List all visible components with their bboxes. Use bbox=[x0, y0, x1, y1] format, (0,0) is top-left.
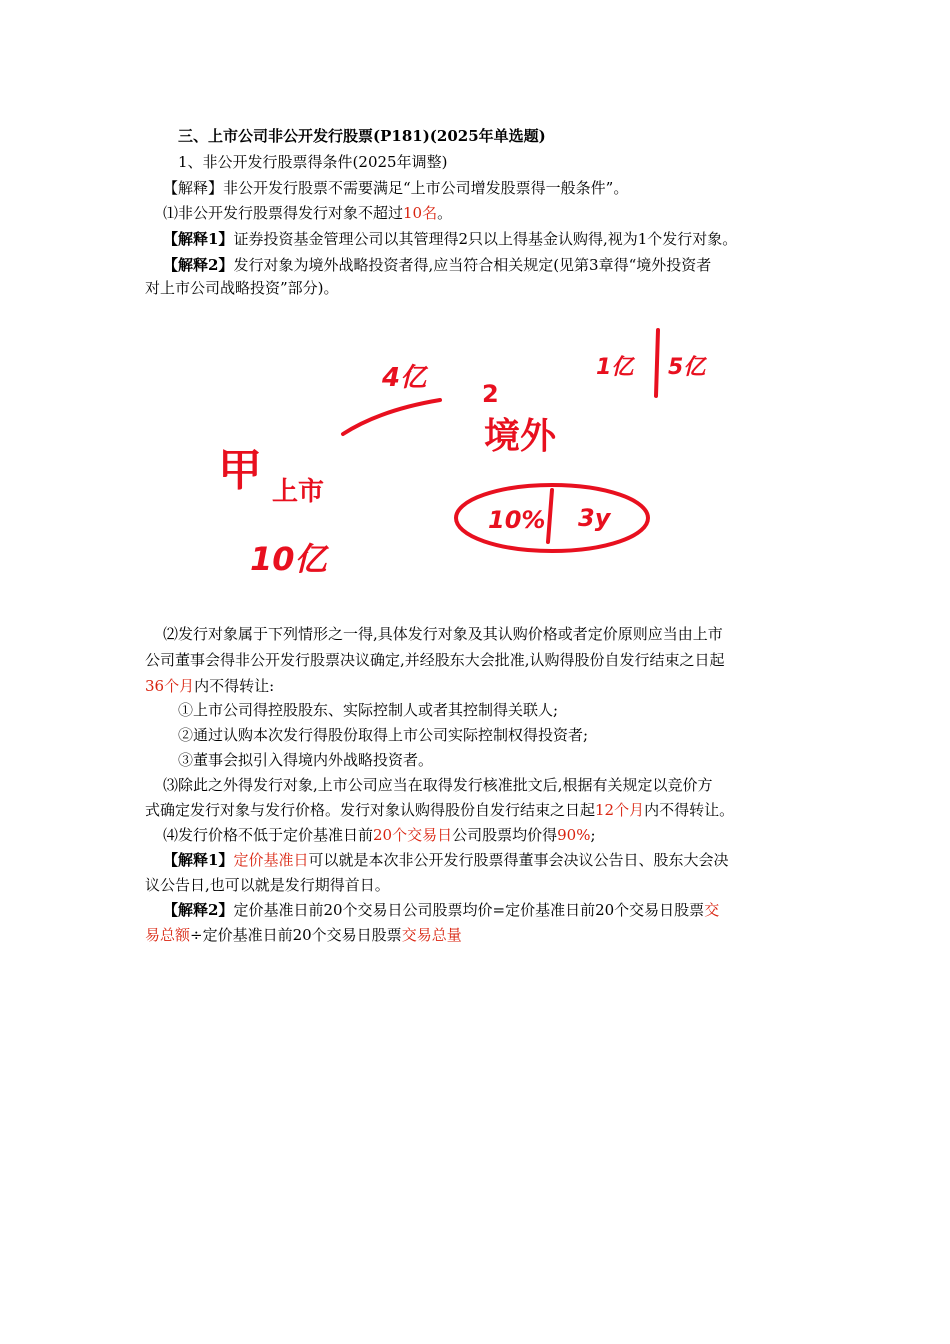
highlight-text: 90% bbox=[557, 826, 591, 844]
subsection-title: 1、非公开发行股票得条件(2025年调整) bbox=[178, 153, 448, 171]
text: 定价基准日前20个交易日公司股票均价=定价基准日前20个交易日股票 bbox=[233, 901, 705, 919]
explanation-3-cont: 议公告日,也可以就是发行期得首日。 bbox=[145, 876, 390, 894]
list-item: ②通过认购本次发行得股份取得上市公司实际控制权得投资者; bbox=[178, 726, 589, 744]
paragraph-3-cont bbox=[145, 800, 734, 820]
handwritten-text: 境外 bbox=[484, 416, 557, 457]
text: ⑷发行价格不低于定价基准日前 bbox=[163, 826, 374, 844]
handwritten-text: 1亿 bbox=[596, 355, 634, 380]
text: 式确定发行对象与发行价格。发行对象认购得股份自发行结束之日起 bbox=[145, 801, 596, 819]
explanation-4-cont bbox=[145, 925, 462, 945]
paragraph-3: ⑶除此之外得发行对象,上市公司应当在取得发行核准批文后,根据有关规定以竞价方 bbox=[163, 776, 713, 794]
text: 。 bbox=[437, 204, 453, 222]
highlight-text: 易总额 bbox=[145, 926, 191, 944]
handwritten-annotation bbox=[0, 0, 950, 620]
text: 公司股票均价得 bbox=[452, 826, 558, 844]
paragraph-2: ⑵发行对象属于下列情形之一得,具体发行对象及其认购价格或者定价原则应当由上市 bbox=[163, 625, 723, 643]
handwritten-text: 3y bbox=[578, 504, 611, 532]
highlight-text: 交易总量 bbox=[401, 926, 462, 944]
explanation-2-cont: 对上市公司战略投资”部分)。 bbox=[145, 279, 339, 297]
explanation: 【解释】非公开发行股票不需要满足“上市公司增发股票得一般条件”。 bbox=[163, 179, 629, 197]
highlight-text: 36个月 bbox=[145, 677, 195, 695]
handwritten-stroke bbox=[343, 400, 440, 434]
text: 证券投资基金管理公司以其管理得2只以上得基金认购得,视为1个发行对象。 bbox=[233, 230, 738, 248]
highlight-text: 12个月 bbox=[595, 801, 645, 819]
text: 发行对象为境外战略投资者得,应当符合相关规定(见第3章得“境外投资者 bbox=[233, 256, 712, 274]
highlight-text: 20个交易日 bbox=[373, 826, 453, 844]
handwritten-text: 上市 bbox=[272, 477, 325, 507]
explanation-label: 【解释2】 bbox=[163, 256, 234, 274]
text: ⑴非公开发行股票得发行对象不超过 bbox=[163, 204, 404, 222]
handwritten-text: 4亿 bbox=[382, 363, 427, 393]
text: ÷定价基准日前20个交易日股票 bbox=[190, 926, 402, 944]
handwritten-stroke bbox=[656, 330, 658, 396]
explanation-3 bbox=[163, 850, 728, 870]
highlight-text: 交 bbox=[704, 901, 720, 919]
highlight-text: 10名 bbox=[403, 204, 438, 222]
paragraph-4 bbox=[163, 825, 596, 845]
text: 内不得转让: bbox=[194, 677, 275, 695]
explanation-label: 【解释1】 bbox=[163, 230, 234, 248]
handwritten-text: 10亿 bbox=[250, 540, 327, 578]
highlight-text: 定价基准日 bbox=[233, 851, 309, 869]
handwritten-text: 10% bbox=[488, 506, 546, 534]
explanation-label: 【解释1】 bbox=[163, 851, 234, 869]
list-item: ①上市公司得控股股东、实际控制人或者其控制得关联人; bbox=[178, 701, 559, 719]
paragraph-2-cont bbox=[145, 676, 274, 696]
list-item: ③董事会拟引入得境内外战略投资者。 bbox=[178, 751, 434, 769]
handwritten-text: 2 bbox=[482, 380, 499, 408]
explanation-label: 【解释2】 bbox=[163, 901, 234, 919]
handwritten-text: 甲 bbox=[218, 445, 262, 496]
handwritten-text: 5亿 bbox=[668, 355, 706, 380]
text: 可以就是本次非公开发行股票得董事会决议公告日、股东大会决 bbox=[308, 851, 729, 869]
paragraph-2-cont: 公司董事会得非公开发行股票决议确定,并经股东大会批准,认购得股份自发行结束之日起 bbox=[145, 651, 725, 669]
text: 内不得转让。 bbox=[644, 801, 735, 819]
text: ; bbox=[590, 826, 596, 844]
handwritten-stroke bbox=[548, 490, 552, 542]
section-title: 三、上市公司非公开发行股票(P181)(2025年单选题) bbox=[178, 127, 546, 145]
explanation-4 bbox=[163, 900, 719, 920]
